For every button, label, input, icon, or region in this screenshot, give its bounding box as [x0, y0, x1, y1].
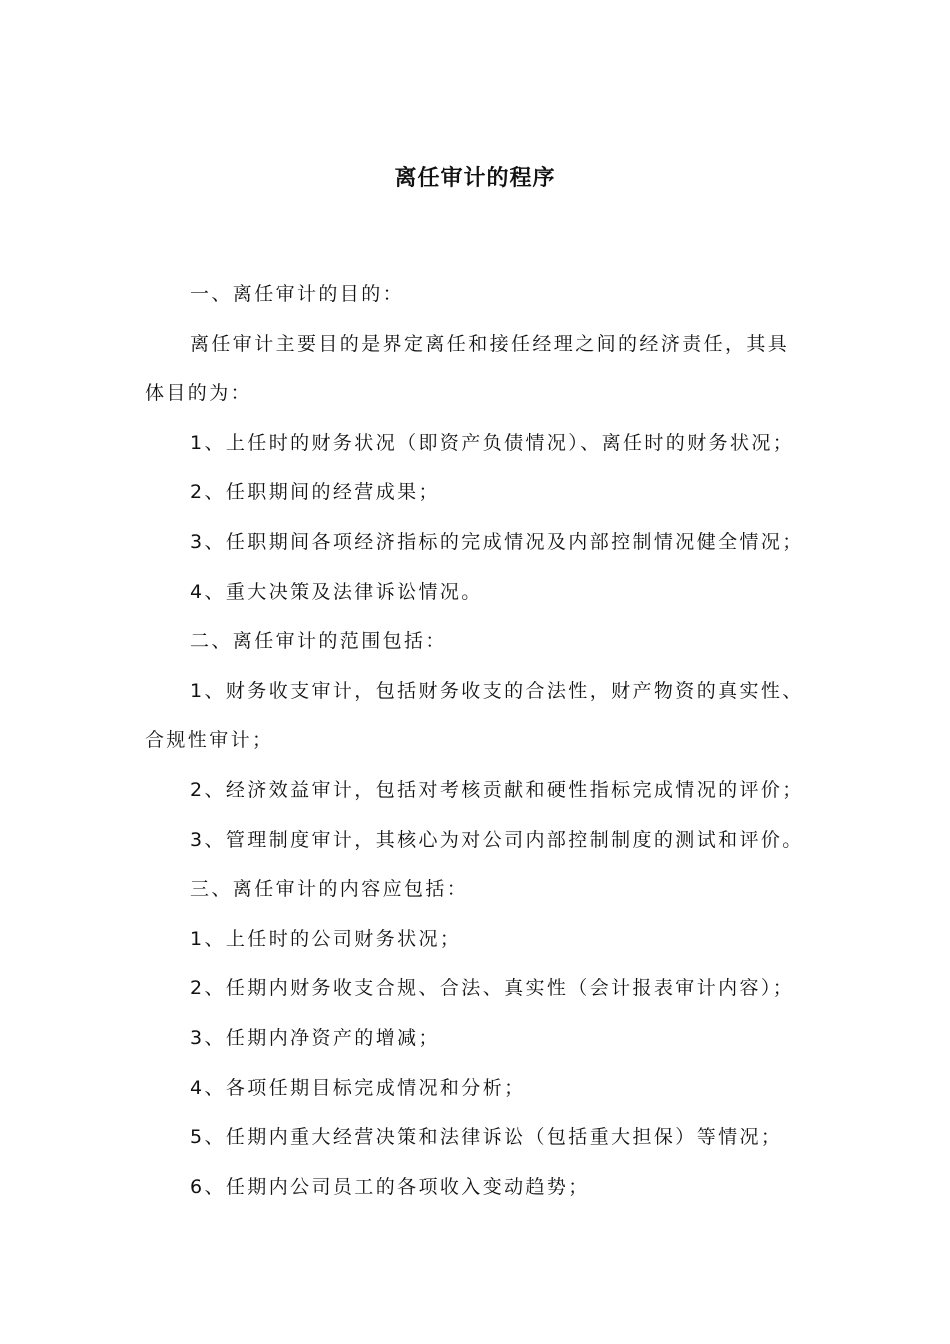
section-heading-purpose: 一、离任审计的目的：	[190, 283, 405, 305]
list-item-content-5: 5、任期内重大经营决策和法律诉讼（包括重大担保）等情况；	[190, 1126, 783, 1149]
list-item-content-6: 6、任期内公司员工的各项收入变动趋势；	[190, 1175, 590, 1198]
list-item-scope-3: 3、管理制度审计，其核心为对公司内部控制制度的测试和评价。	[190, 828, 804, 851]
document-body	[145, 270, 810, 1212]
list-item-content-3: 3、任期内净资产的增减；	[190, 1026, 440, 1049]
list-item-scope-1: 1、财务收支审计，包括财务收支的合法性，财产物资的真实性、合规性审计；	[145, 679, 804, 752]
list-item-purpose-4: 4、重大决策及法律诉讼情况。	[190, 580, 483, 603]
list-item-content-4: 4、各项任期目标完成情况和分析；	[190, 1076, 526, 1099]
list-item-purpose-2: 2、任职期间的经营成果；	[190, 481, 440, 504]
list-item-purpose-3: 3、任职期间各项经济指标的完成情况及内部控制情况健全情况；	[190, 530, 804, 553]
section-heading-content: 三、离任审计的内容应包括：	[190, 878, 469, 901]
section-heading-scope: 二、离任审计的范围包括：	[190, 630, 447, 653]
document-title: 离任审计的程序	[394, 166, 556, 191]
list-item-content-2: 2、任期内财务收支合规、合法、真实性（会计报表审计内容）；	[190, 977, 795, 1000]
list-item-purpose-1: 1、上任时的财务状况（即资产负债情况）、离任时的财务状况；	[190, 431, 795, 454]
paragraph-purpose-intro: 离任审计主要目的是界定离任和接任经理之间的经济责任，其具体目的为：	[145, 332, 790, 405]
list-item-scope-2: 2、经济效益审计，包括对考核贡献和硬性指标完成情况的评价；	[190, 778, 804, 801]
list-item-content-1: 1、上任时的公司财务状况；	[190, 927, 462, 950]
